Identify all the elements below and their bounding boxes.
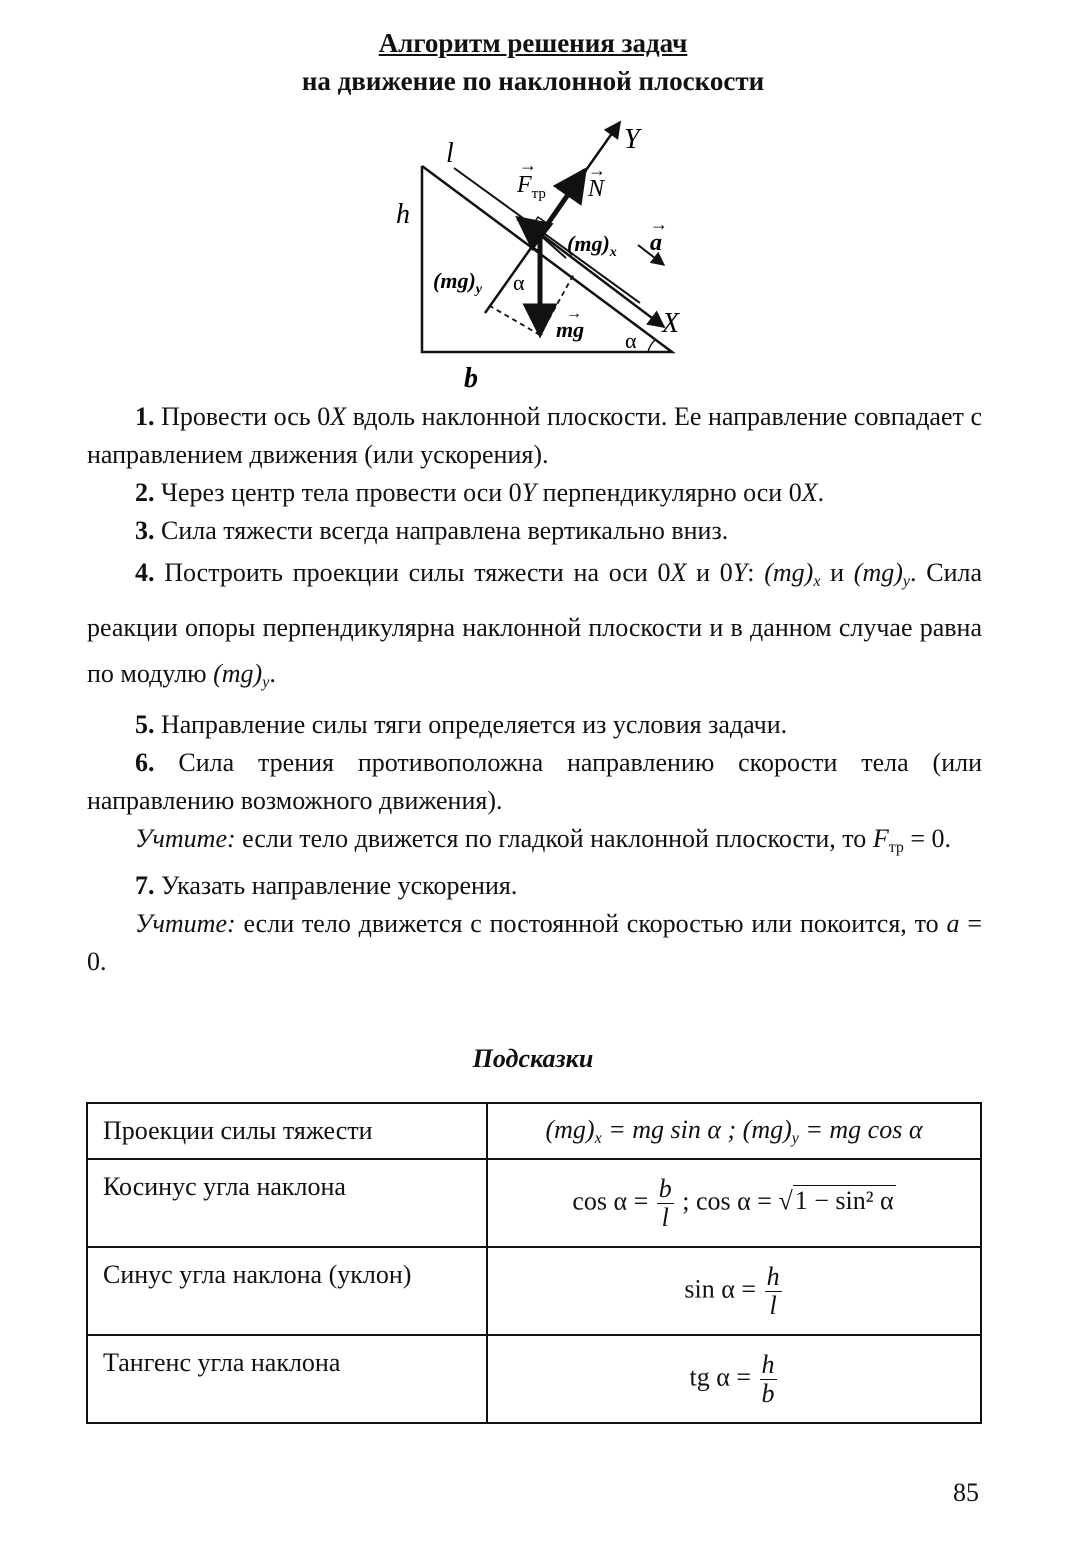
- hints-title: Подсказки: [472, 1044, 594, 1073]
- label-h: h: [396, 199, 410, 230]
- label-a: a: [650, 230, 662, 256]
- inclined-plane-diagram: [380, 110, 690, 395]
- label-Y: Y: [624, 124, 640, 155]
- algorithm-steps: [87, 398, 982, 981]
- label-mg: mg: [556, 317, 585, 342]
- row-label: Косинус угла наклона: [87, 1159, 487, 1247]
- note-1: Учтите: если тело движется по гладкой наклонной плоскости, то Fтр = 0.: [135, 824, 952, 856]
- label-l: l: [446, 138, 454, 169]
- step-1: 1. Провести ось 0X вдоль наклонной плоскости. Ее направление совпадает с направлением движения (или ускорения).: [87, 402, 982, 469]
- label-F-vector: →: [519, 155, 537, 175]
- label-N: N: [588, 176, 605, 202]
- step-4: 4. Построить проекции силы тяжести на оси 0X и 0Y: $(mg)_x$ и $(mg)_y$. Сила реакции опоры перпендикулярна наклонной плоскости и в данном случае равна по модулю $(mg)_y$.: [87, 558, 982, 691]
- step-2: 2. Через центр тела провести оси 0Y перпендикулярно оси 0X.: [135, 478, 825, 507]
- page-number: 85: [953, 1478, 979, 1507]
- row-formula: $(mg)_x$ = mg sin α ; $(mg)_y$ = mg cos α: [487, 1103, 981, 1159]
- angle-arc-base: [648, 340, 655, 352]
- page-subtitle: на движение по наклонной плоскости: [301, 66, 765, 96]
- row-formula: sin α = $\frac{h}{l}$: [487, 1247, 981, 1335]
- hints-table: [86, 1102, 982, 1424]
- row-formula: cos α = $\frac{b}{l}$ ; cos α = √1 − sin² α: [487, 1159, 981, 1247]
- table-row: [87, 1247, 981, 1335]
- friction-arrow: [518, 218, 540, 235]
- label-mg-vector: →: [566, 305, 582, 322]
- label-mg-y: $(mg)_y$: [433, 268, 482, 297]
- dashed-projection-1: [490, 306, 540, 335]
- row-formula: tg α = $\frac{h}{b}$: [487, 1335, 981, 1423]
- step-3: 3. Сила тяжести всегда направлена вертикально вниз.: [135, 516, 729, 545]
- row-label: Синус угла наклона (уклон): [87, 1247, 487, 1335]
- label-X: X: [662, 308, 680, 339]
- step-7: 7. Указать направление ускорения.: [135, 871, 518, 900]
- page-title: Алгоритм решения задач: [378, 28, 688, 58]
- table-row: [87, 1335, 981, 1423]
- label-F: $F_{тр}$: [517, 172, 546, 202]
- row-label: Тангенс угла наклона: [87, 1335, 487, 1423]
- label-alpha-body: α: [513, 270, 525, 295]
- step-5: 5. Направление силы тяги определяется из условия задачи.: [135, 710, 788, 739]
- step-6: 6. Сила трения противоположна направлению скорости тела (или направлению возможного движения).: [87, 748, 983, 815]
- label-N-vector: →: [588, 160, 606, 180]
- note-2: Учтите: если тело движется с постоянной скоростью или покоится, то a = 0.: [87, 909, 982, 976]
- table-row: [87, 1159, 981, 1247]
- normal-force-arrow: [540, 170, 585, 235]
- label-b: b: [464, 363, 478, 394]
- row-label: Проекции силы тяжести: [87, 1103, 487, 1159]
- label-a-vector: →: [650, 214, 668, 234]
- label-mg-x: $(mg)_x$: [567, 231, 617, 260]
- label-alpha-base: α: [625, 328, 637, 353]
- table-row: [87, 1103, 981, 1159]
